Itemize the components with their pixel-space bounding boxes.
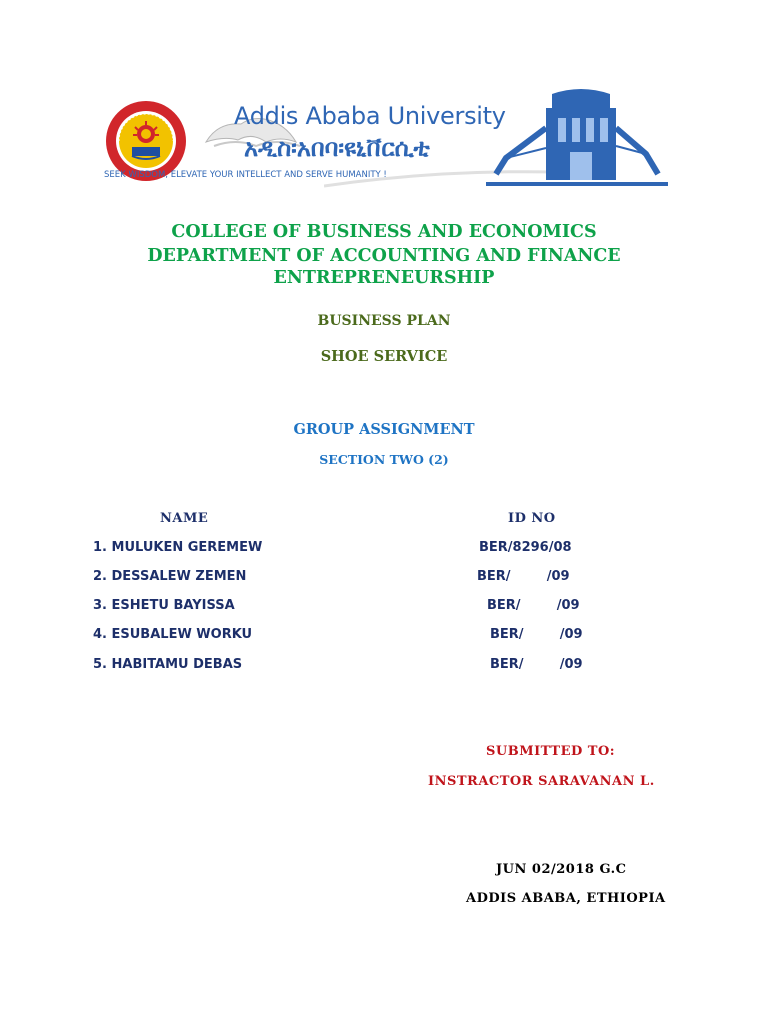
- document-type: BUSINESS PLAN: [317, 313, 451, 329]
- member-id: BER/ /09: [477, 569, 570, 584]
- member-name: 1. MULUKEN GEREMEW: [93, 540, 263, 555]
- submitted-to-label: SUBMITTED TO:: [486, 744, 616, 759]
- member-name: 5. HABITAMU DEBAS: [93, 657, 243, 672]
- course-title: ENTREPRENEURSHIP: [273, 268, 495, 288]
- submission-place: ADDIS ABABA, ETHIOPIA: [466, 891, 666, 906]
- member-id: BER/ /09: [490, 627, 583, 642]
- name-column-header: NAME: [160, 511, 209, 526]
- university-name-amharic: አዲስ፡አበባ፡ዩኒቨርሲቲ: [244, 134, 430, 162]
- university-banner: [98, 88, 668, 188]
- university-building-icon: [486, 88, 668, 188]
- department-title: DEPARTMENT OF ACCOUNTING AND FINANCE: [147, 246, 621, 266]
- member-id: BER/8296/08: [479, 540, 572, 555]
- section-label: SECTION TWO (2): [319, 452, 449, 467]
- instructor-name: INSTRACTOR SARAVANAN L.: [428, 774, 655, 789]
- id-column-header: ID NO: [508, 511, 556, 526]
- document-subject: SHOE SERVICE: [320, 348, 448, 365]
- member-name: 2. DESSALEW ZEMEN: [93, 569, 247, 584]
- submission-date: JUN 02/2018 G.C: [496, 862, 627, 877]
- member-name: 3. ESHETU BAYISSA: [93, 598, 235, 613]
- university-name: Addis Ababa University: [234, 102, 506, 130]
- member-name: 4. ESUBALEW WORKU: [93, 627, 253, 642]
- member-id: BER/ /09: [490, 657, 583, 672]
- college-title: COLLEGE OF BUSINESS AND ECONOMICS: [171, 222, 597, 242]
- member-id: BER/ /09: [487, 598, 580, 613]
- assignment-heading: GROUP ASSIGNMENT: [293, 421, 475, 438]
- university-motto: SEEK WISDOM, ELEVATE YOUR INTELLECT AND SERVE HUMANITY !: [104, 170, 387, 180]
